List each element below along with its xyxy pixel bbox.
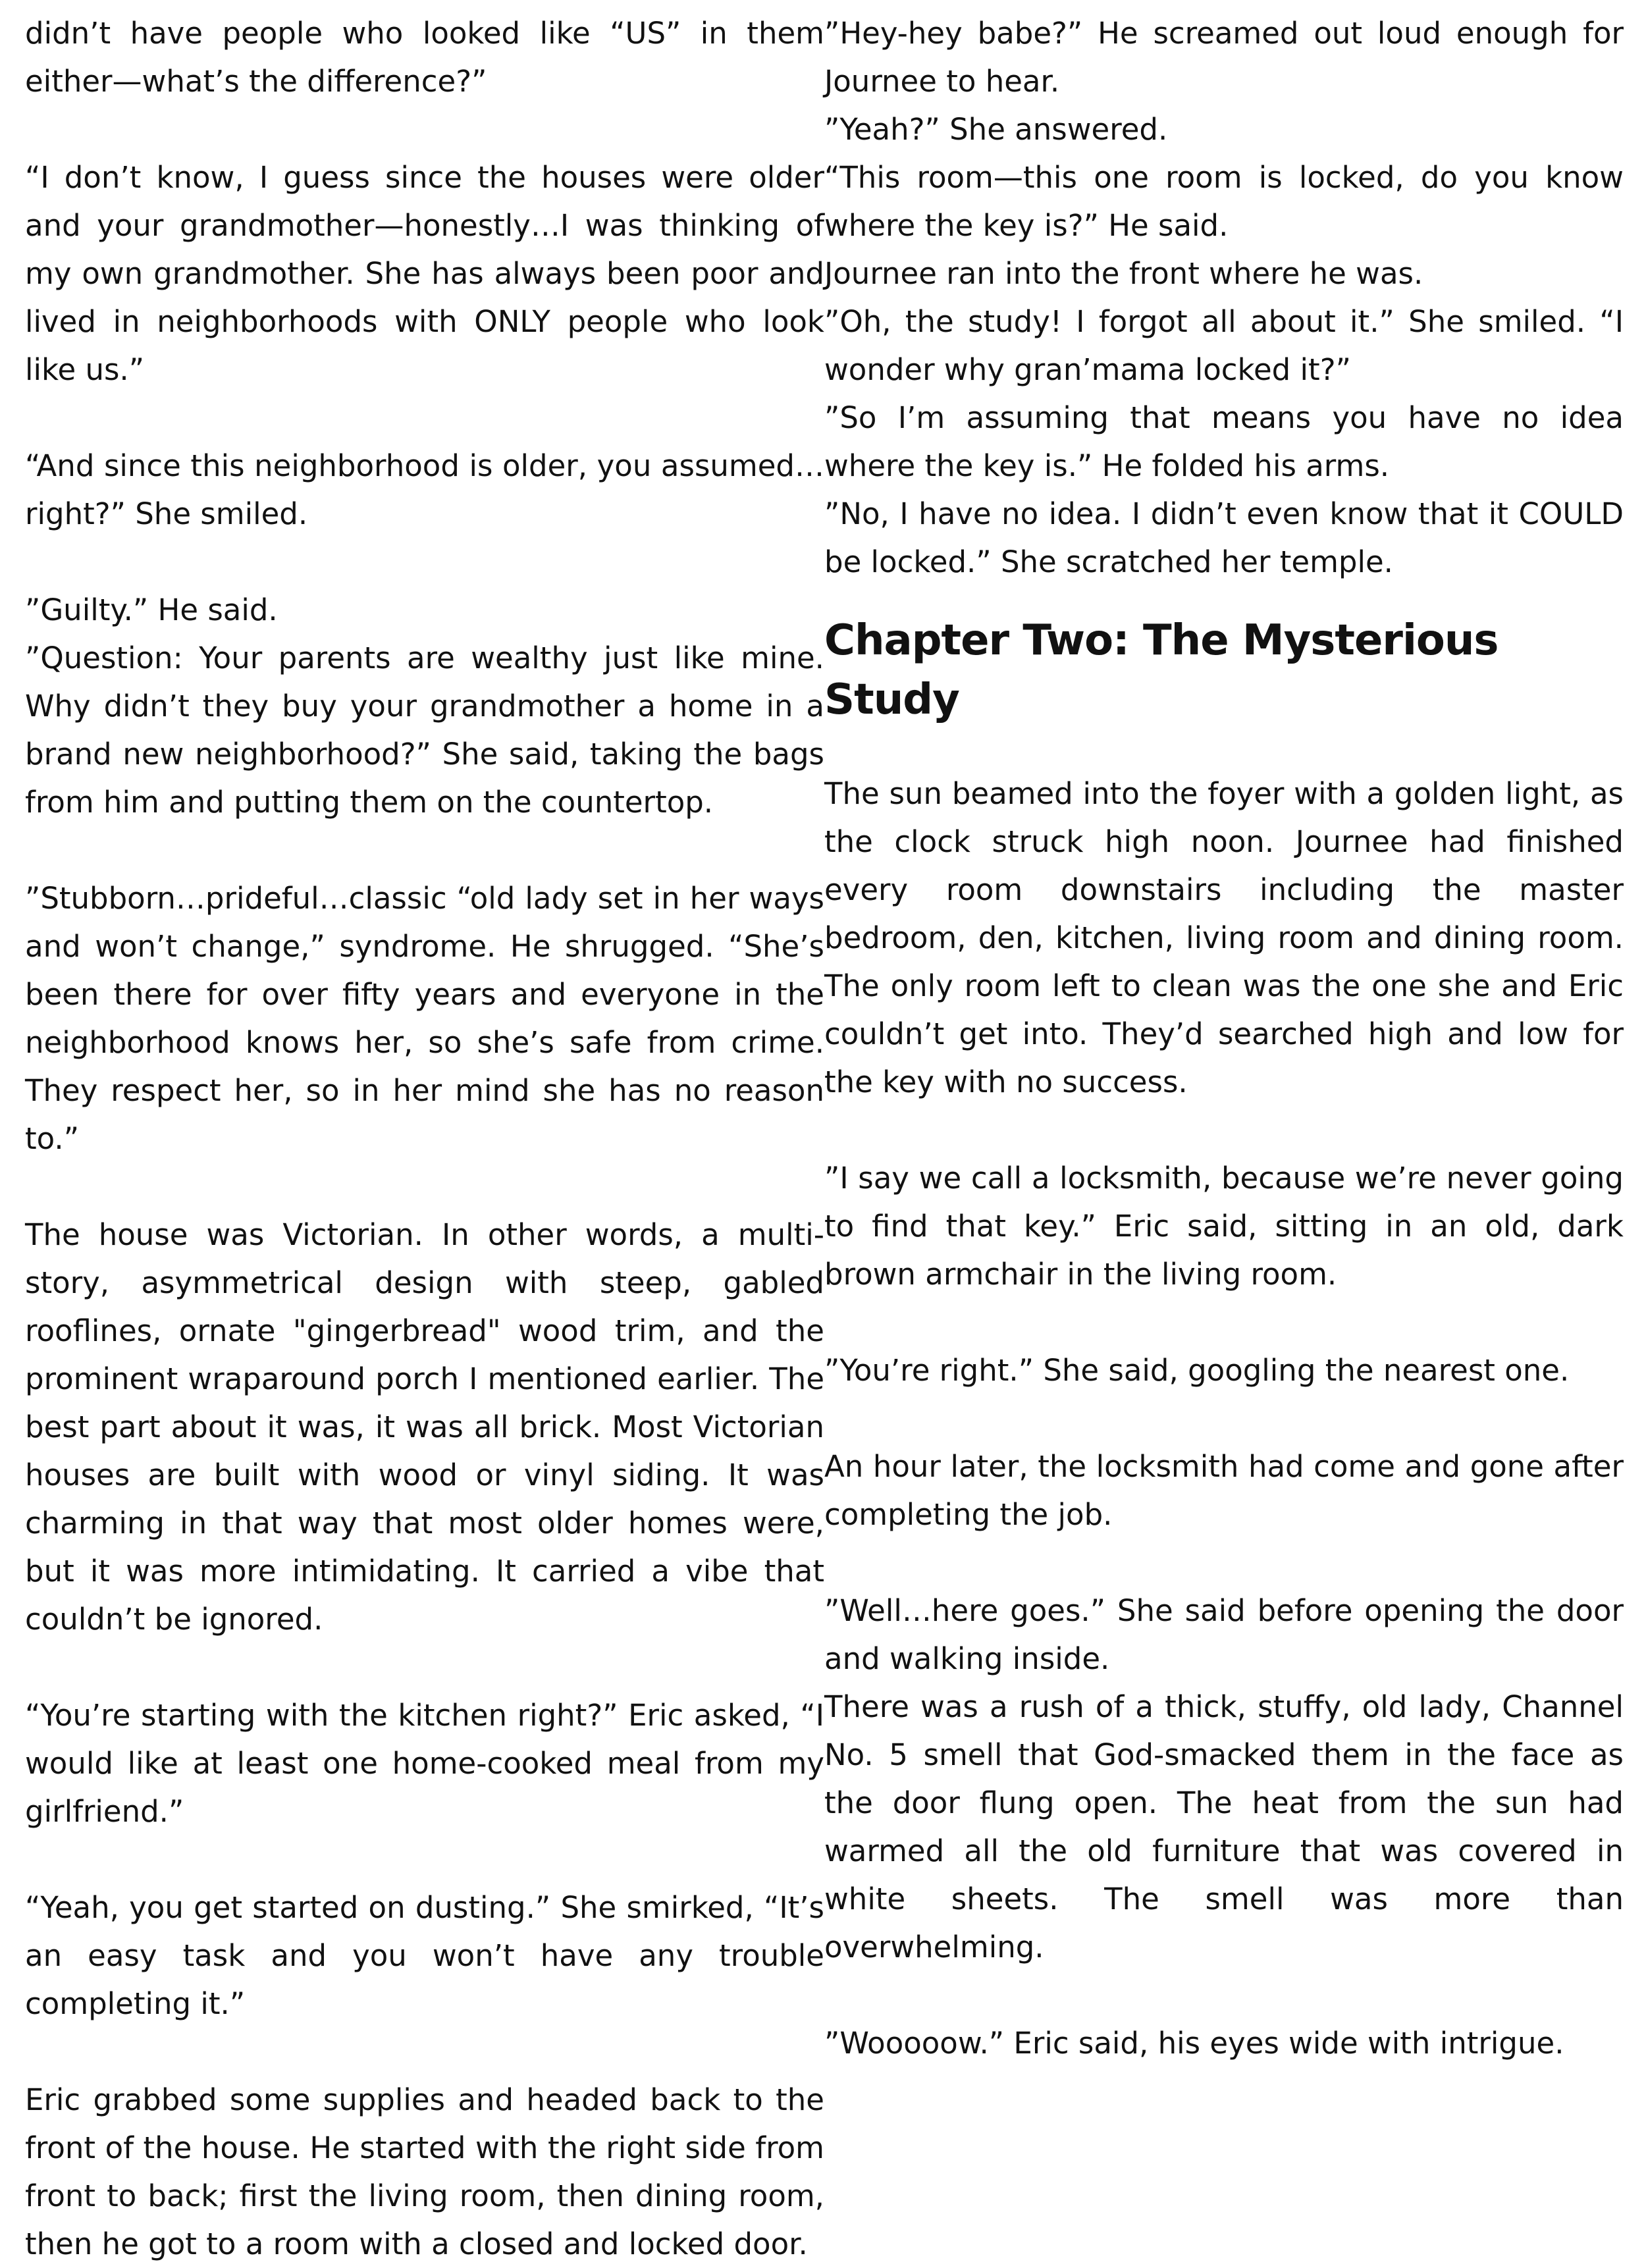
paragraph: didn’t have people who looked like “US” in them either—what’s the difference?” (25, 16, 824, 99)
paragraph: “Yeah, you get started on dusting.” She smirked, “It’s an easy task and you won’t have any trouble completing it.” (25, 1890, 824, 2021)
document-page (25, 9, 1624, 2261)
paragraph: There was a rush of a thick, stuffy, old lady, Channel No. 5 smell that God-smacked them in the face as the door flung open. The heat from the sun had warmed all the old furniture that was covered in white sheets. The smell was more than overwhelming. (824, 1689, 1624, 1965)
paragraph: Eric grabbed some supplies and headed back to the front of the house. He started with the right side from front to back; first the living room, then dining room, then he got to a room with a closed and locked door. (25, 2082, 824, 2261)
paragraph: ”Guilty.” He said. (25, 593, 278, 627)
paragraph: ”So I’m assuming that means you have no idea where the key is.” He folded his arms. (824, 400, 1624, 483)
paragraph: The sun beamed into the foyer with a golden light, as the clock struck high noon. Journee had finished every room downstairs including the master bedroom, den, kitchen, living room and dining room. The only room left to clean was the one she and Eric couldn’t get into. They’d searched high and low for the key with no success. (824, 776, 1624, 1099)
paragraph: Journee ran into the front where he was. (824, 256, 1423, 291)
paragraph: “And since this neighborhood is older, you assumed…right?” She smiled. (25, 448, 824, 531)
paragraph: ”Yeah?” She answered. (824, 112, 1168, 147)
paragraph: ”Hey-hey babe?” He screamed out loud enough for Journee to hear. (824, 16, 1624, 99)
paragraph: ”Oh, the study! I forgot all about it.” She smiled. “I wonder why gran’mama locked it?” (824, 304, 1624, 387)
paragraph: ”Stubborn…prideful…classic “old lady set in her ways and won’t change,” syndrome. He shrugged. “She’s been there for over fifty years and everyone in the neighborhood knows her, so she’s safe from crime. They respect her, so in her mind she has no reason to.” (25, 881, 824, 1156)
paragraph: ”Wooooow.” Eric said, his eyes wide with intrigue. (824, 2026, 1564, 2061)
chapter-title: Chapter Two: The Mysterious Study (824, 616, 1499, 724)
left-column (25, 9, 824, 2261)
paragraph: “This room—this one room is locked, do you know where the key is?” He said. (824, 160, 1624, 243)
paragraph: ”Question: Your parents are wealthy just like mine. Why didn’t they buy your grandmother a home in a brand new neighborhood?” She said, taking the bags from him and putting them on the countertop. (25, 641, 824, 820)
right-column (824, 9, 1624, 2123)
paragraph: An hour later, the locksmith had come and gone after completing the job. (824, 1449, 1624, 1532)
paragraph: ”I say we call a locksmith, because we’re never going to find that key.” Eric said, sitting in an old, dark brown armchair in the living room. (824, 1161, 1624, 1292)
paragraph: ”No, I have no idea. I didn’t even know that it COULD be locked.” She scratched her temple. (824, 496, 1624, 579)
paragraph: ”You’re right.” She said, googling the nearest one. (824, 1353, 1570, 1388)
paragraph: ”Well…here goes.” She said before opening the door and walking inside. (824, 1593, 1624, 1676)
paragraph: The house was Victorian. In other words, a multi-story, asymmetrical design with steep, gabled rooflines, ornate "gingerbread" wood trim, and the prominent wraparound porch I mentioned earlier. The best part about it was, it was all brick. Most Victorian houses are built with wood or vinyl siding. It was charming in that way that most older homes were, but it was more intimidating. It carried a vibe that couldn’t be ignored. (25, 1217, 824, 1637)
paragraph: “I don’t know, I guess since the houses were older and your grandmother—honestly…I was thinking of my own grandmother. She has always been poor and lived in neighborhoods with ONLY people who look like us.” (25, 160, 824, 387)
paragraph: “You’re starting with the kitchen right?” Eric asked, “I would like at least one home-cooked meal from my girlfriend.” (25, 1698, 824, 1829)
